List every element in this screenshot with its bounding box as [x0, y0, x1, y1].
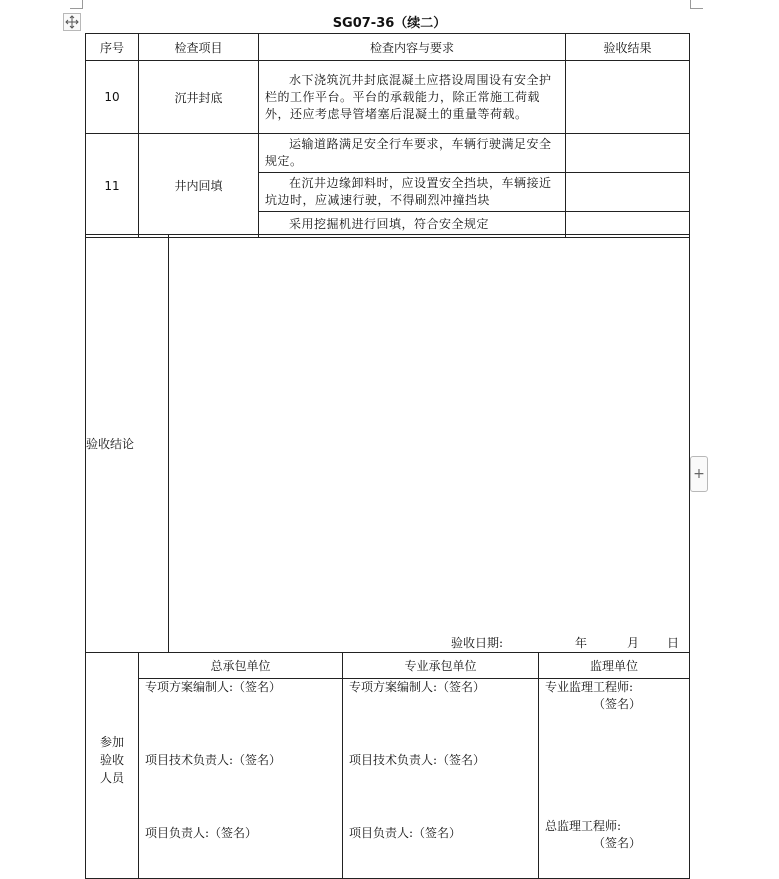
acceptance-table: [85, 234, 690, 879]
project-lead-sign: 项目负责人:（签名）: [349, 826, 462, 840]
table-row: [86, 134, 690, 173]
participants-label-line: 人员: [99, 771, 124, 785]
date-label: 验收日期:: [450, 636, 503, 650]
header-number: 序号: [86, 34, 139, 61]
supervision-signatures[interactable]: [539, 679, 690, 879]
date-month: 月: [627, 636, 640, 650]
page-corner-top-right: [690, 0, 703, 9]
conclusion-row: [86, 235, 690, 653]
acceptance-date: [169, 634, 689, 652]
participants-label-line: 验收: [99, 753, 124, 767]
table-header-row: [86, 34, 690, 61]
participants-sign-row: [86, 679, 690, 879]
plus-icon: +: [693, 466, 705, 482]
row-requirement-cell[interactable]: [259, 61, 566, 134]
scheme-author-sign: 专项方案编制人:（签名）: [145, 680, 282, 694]
header-item: 检查项目: [139, 34, 259, 61]
document-title: SG07-36（续二）: [332, 16, 447, 31]
participants-label: [86, 653, 139, 879]
supervision-header: 监理单位: [539, 653, 690, 679]
row-requirement-cell[interactable]: [259, 134, 566, 173]
requirement-text: 在沉井边缘卸料时，应设置安全挡块，车辆接近坑边时，应减速行驶，不得刷烈冲撞挡块: [265, 176, 552, 207]
add-column-button[interactable]: [690, 456, 708, 492]
chief-supervisor-sign: （签名）: [593, 836, 642, 850]
general-contractor-signatures[interactable]: [139, 679, 343, 879]
row-item: 沉井封底: [139, 61, 259, 134]
project-lead-sign: 项目负责人:（签名）: [145, 826, 258, 840]
row-requirement-cell[interactable]: [259, 173, 566, 212]
row-number: 11: [86, 134, 139, 238]
participants-label-line: 参加: [99, 735, 124, 749]
date-day: 日: [667, 636, 680, 650]
requirement-text: 采用挖掘机进行回填，符合安全规定: [289, 217, 490, 231]
specialty-contractor-header: 专业承包单位: [343, 653, 539, 679]
chief-supervisor-label: 总监理工程师:: [545, 819, 622, 833]
header-requirements: 检查内容与要求: [259, 34, 566, 61]
tech-lead-sign: 项目技术负责人:（签名）: [349, 753, 486, 767]
specialty-supervisor-sign: （签名）: [593, 697, 642, 711]
specialty-contractor-signatures[interactable]: [343, 679, 539, 879]
tech-lead-sign: 项目技术负责人:（签名）: [145, 753, 282, 767]
row-item: 井内回填: [139, 134, 259, 238]
inspection-table: [85, 33, 690, 238]
conclusion-label: 验收结论: [86, 235, 169, 653]
scheme-author-sign: 专项方案编制人:（签名）: [349, 680, 486, 694]
specialty-supervisor-label: 专业监理工程师:: [545, 680, 634, 694]
result-cell[interactable]: [566, 134, 690, 173]
result-cell[interactable]: [566, 173, 690, 212]
date-year: 年: [575, 636, 588, 650]
header-result: 验收结果: [566, 34, 690, 61]
conclusion-content-cell[interactable]: [169, 235, 690, 653]
participants-header-row: [86, 653, 690, 679]
general-contractor-header: 总承包单位: [139, 653, 343, 679]
requirement-text: 水下浇筑沉井封底混凝土应搭设周围设有安全护栏的工作平台。平台的承载能力，除正常施工荷载外，还应考虑导管堵塞后混凝土的重量等荷载。: [265, 72, 552, 121]
requirement-text: 运输道路满足安全行车要求，车辆行驶满足安全规定。: [265, 137, 552, 168]
table-row: [86, 61, 690, 134]
result-cell[interactable]: [566, 61, 690, 134]
row-number: 10: [86, 61, 139, 134]
page-corner-top-left: [70, 0, 83, 9]
